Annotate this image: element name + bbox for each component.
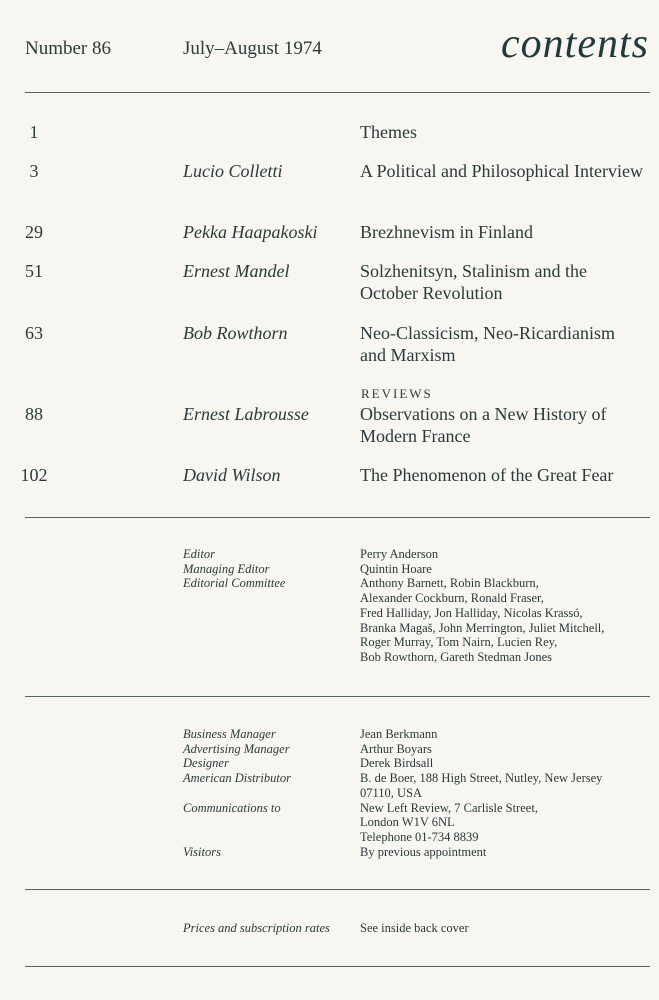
committee-line: Branka Magaš, John Merrington, Juliet Mitchell, — [360, 620, 605, 635]
editorial-masthead — [0, 547, 659, 677]
committee-role: Editorial Committee — [183, 576, 286, 591]
toc-title: Solzhenitsyn, Stalinism and the October Revolution — [360, 261, 587, 303]
editor-role: Editor — [183, 547, 215, 561]
toc-page-number: 1 — [29, 122, 39, 142]
toc-title: Observations on a New History of Modern France — [360, 404, 607, 446]
toc-author: Lucio Colletti — [183, 161, 283, 181]
toc-page-number: 29 — [25, 222, 43, 242]
committee-line: Alexander Cockburn, Ronald Fraser, — [360, 591, 544, 606]
managing-editor-role: Managing Editor — [183, 561, 270, 576]
toc-page-number: 3 — [29, 161, 39, 181]
toc-author: Pekka Haapakoski — [183, 222, 318, 242]
toc-author: Bob Rowthorn — [183, 323, 288, 343]
designer-name: Derek Birdsall — [360, 756, 434, 771]
communications-phone: Telephone 01-734 8839 — [360, 829, 479, 844]
toc-title: Themes — [360, 122, 417, 142]
toc-page-number: 102 — [20, 465, 48, 485]
business-manager-role: Business Manager — [183, 727, 276, 741]
toc-title: The Phenomenon of the Great Fear — [360, 465, 614, 485]
footer-divider — [25, 966, 650, 967]
section-divider — [25, 517, 650, 518]
toc-page-number: 88 — [25, 404, 43, 424]
communications-role: Communications to — [183, 800, 281, 815]
committee-line: Fred Halliday, Jon Halliday, Nicolas Krassó, — [360, 605, 583, 620]
advertising-manager-role: Advertising Manager — [183, 741, 290, 756]
section-divider — [25, 696, 650, 697]
designer-role: Designer — [183, 756, 229, 771]
visitors-role: Visitors — [183, 844, 221, 859]
distributor-address: B. de Boer, 188 High Street, Nutley, New Jersey — [360, 771, 603, 786]
toc-page-number: 63 — [25, 323, 43, 343]
prices-value: See inside back cover — [360, 921, 469, 935]
business-manager-name: Jean Berkmann — [360, 727, 438, 741]
committee-line: Roger Murray, Tom Nairn, Lucien Rey, — [360, 635, 558, 650]
editor-name: Perry Anderson — [360, 547, 439, 561]
distributor-role: American Distributor — [183, 771, 291, 786]
business-masthead — [0, 727, 659, 867]
toc-author: David Wilson — [183, 465, 281, 485]
prices-row — [0, 921, 659, 937]
visitors-info: By previous appointment — [360, 844, 487, 859]
toc-title: Brezhnevism in Finland — [360, 222, 533, 242]
advertising-manager-name: Arthur Boyars — [360, 741, 432, 756]
issue-date: July–August 1974 — [183, 38, 322, 59]
reviews-label: REVIEWS — [361, 386, 433, 401]
issue-number: Number 86 — [25, 38, 112, 59]
toc-title: Neo-Classicism, Neo-Ricardianism and Marxism — [360, 323, 615, 365]
distributor-address: 07110, USA — [360, 785, 423, 800]
toc-author: Ernest Labrousse — [183, 404, 309, 424]
header-divider — [25, 92, 650, 93]
section-divider — [25, 889, 650, 890]
communications-address: London W1V 6NL — [360, 815, 455, 830]
communications-address: New Left Review, 7 Carlisle Street, — [360, 800, 538, 815]
prices-label: Prices and subscription rates — [183, 921, 330, 935]
managing-editor-name: Quintin Hoare — [360, 561, 432, 576]
committee-line: Anthony Barnett, Robin Blackburn, — [360, 576, 539, 591]
committee-line: Bob Rowthorn, Gareth Stedman Jones — [360, 649, 552, 664]
toc-author: Ernest Mandel — [183, 261, 290, 281]
toc-title: A Political and Philosophical Interview — [360, 161, 643, 181]
toc-page-number: 51 — [25, 261, 43, 281]
page-title: contents — [501, 21, 649, 67]
